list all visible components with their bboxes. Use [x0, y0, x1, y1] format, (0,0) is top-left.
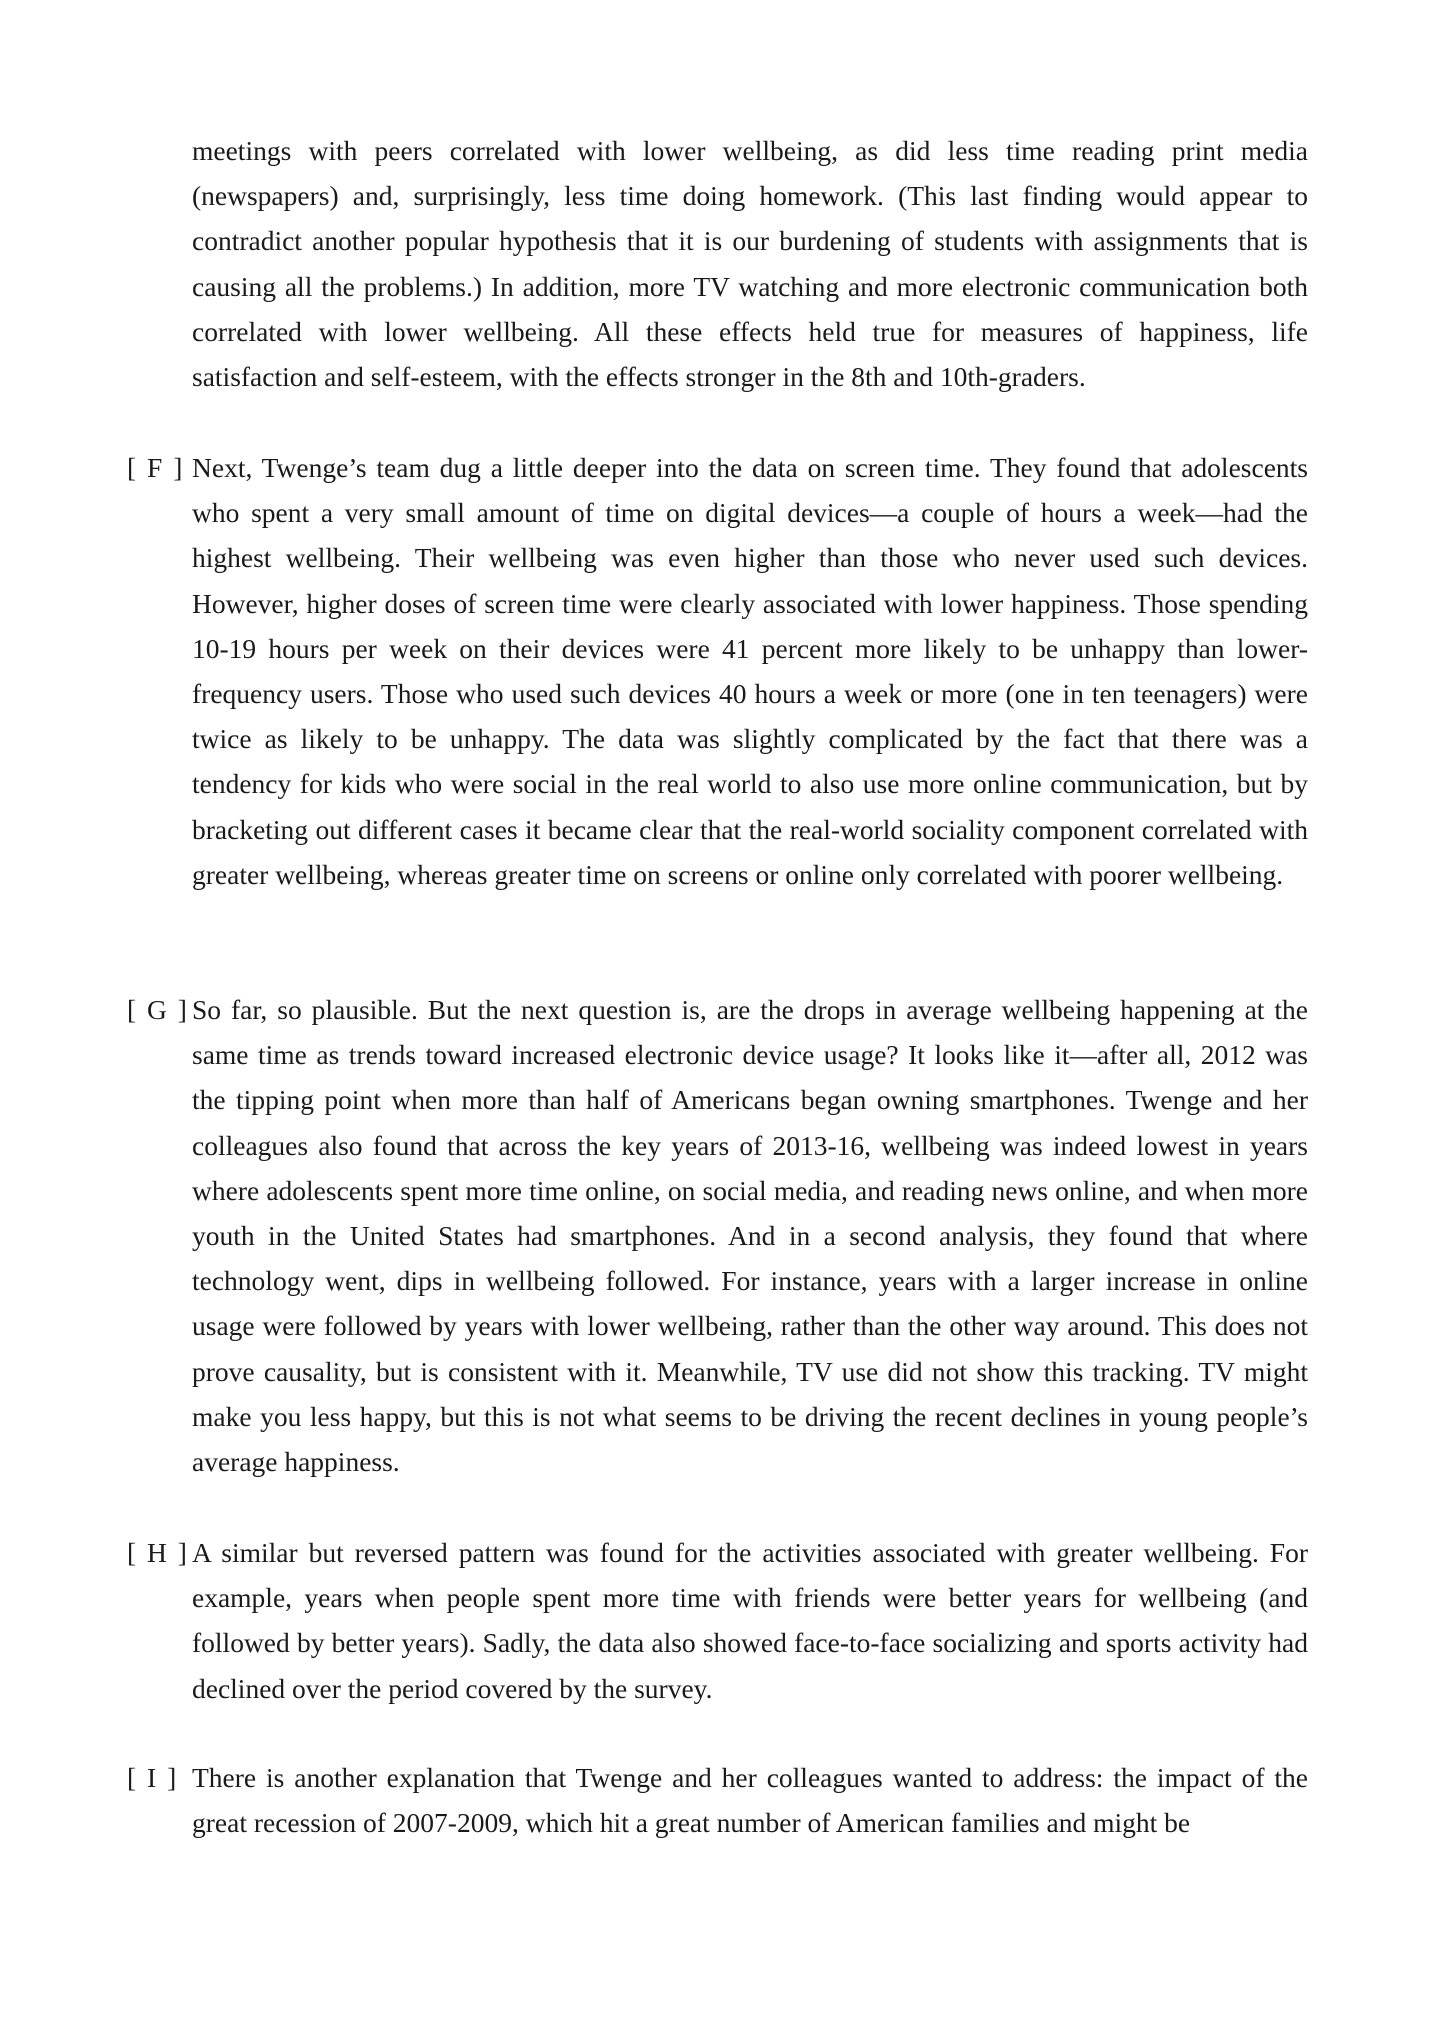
paragraph-marker: [ I ]: [127, 1762, 179, 1793]
paragraph-marker: [ F ]: [127, 452, 185, 483]
paragraph-text: So far, so plausible. But the next question is, are the drops in average wellbeing happening at the same time as trends toward increased electronic device usage? It looks like it—after all, 2012 was the tipping point when more than half of Americans began owning smartphones. Twenge and her colleagues also found that across the key years of 2013-16, wellbeing was indeed lowest in years where adolescents spent more time online, on social media, and reading news online, and when more youth in the United States had smartphones. And in a second analysis, they found that where technology went, dips in wellbeing followed. For instance, years with a larger increase in online usage were followed by years with lower wellbeing, rather than the other way around. This does not prove causality, but is consistent with it. Meanwhile, TV use did not show this tracking. TV might make you less happy, but this is not what seems to be driving the recent declines in young people’s average happiness.: [192, 994, 1308, 1478]
paragraph-h: [127, 1530, 1308, 1711]
paragraph-text: There is another explanation that Twenge and her colleagues wanted to address: the impact of the great recession of 2007-2009, which hit a great number of American families and might be: [192, 1762, 1308, 1839]
paragraph-f: [127, 445, 1308, 897]
paragraph-i: [127, 1755, 1308, 1845]
paragraph-text: meetings with peers correlated with lower wellbeing, as did less time reading print media (newspapers) and, surprisingly, less time doing homework. (This last finding would appear to contradict another popular hypothesis that it is our burdening of students with assignments that is causing all the problems.) In addition, more TV watching and more electronic communication both correlated with lower wellbeing. All these effects held true for measures of happiness, life satisfaction and self-esteem, with the effects stronger in the 8th and 10th-graders.: [192, 135, 1308, 393]
paragraph-e-continued: [192, 128, 1308, 399]
paragraph-g: [127, 987, 1308, 1484]
paragraph-marker: [ H ]: [127, 1537, 189, 1568]
paragraph-marker: [ G ]: [127, 994, 189, 1025]
paragraph-text: Next, Twenge’s team dug a little deeper into the data on screen time. They found that adolescents who spent a very small amount of time on digital devices—a couple of hours a week—had the highest wellbeing. Their wellbeing was even higher than those who never used such devices. However, higher doses of screen time were clearly associated with lower happiness. Those spending 10-19 hours per week on their devices were 41 percent more likely to be unhappy than lower-frequency users. Those who used such devices 40 hours a week or more (one in ten teenagers) were twice as likely to be unhappy. The data was slightly complicated by the fact that there was a tendency for kids who were social in the real world to also use more online communication, but by bracketing out different cases it became clear that the real-world sociality component correlated with greater wellbeing, whereas greater time on screens or online only correlated with poorer wellbeing.: [192, 452, 1308, 890]
paragraph-text: A similar but reversed pattern was found for the activities associated with greater wellbeing. For example, years when people spent more time with friends were better years for wellbeing (and followed by better years). Sadly, the data also showed face-to-face socializing and sports activity had declined over the period covered by the survey.: [192, 1537, 1308, 1704]
